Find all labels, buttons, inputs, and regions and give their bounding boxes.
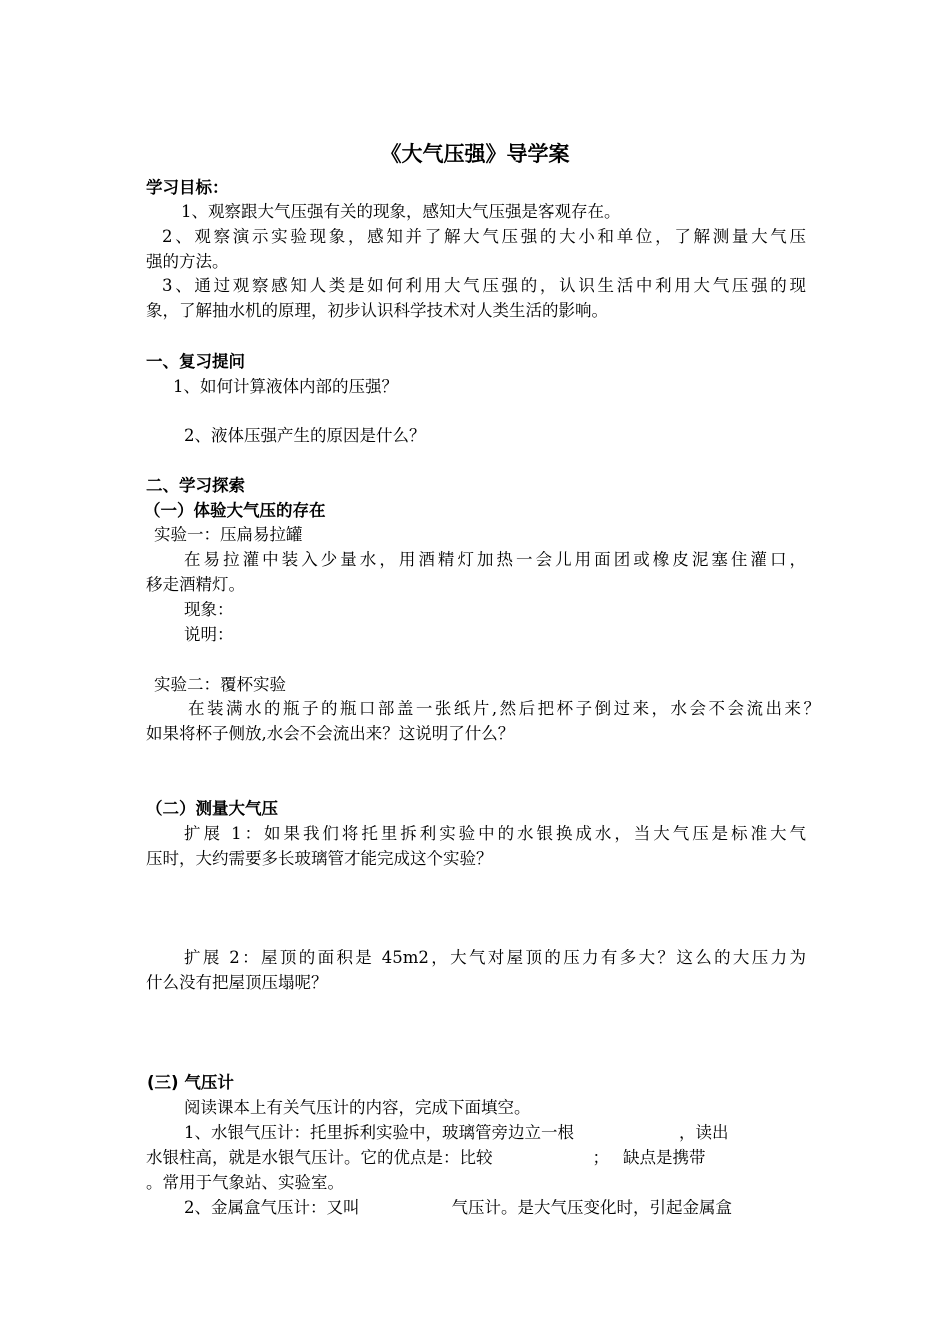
experiment-1-desc-line-2: 移走酒精灯。 [146, 575, 245, 594]
mercury-barometer-line-2 [146, 1146, 810, 1170]
aneroid-barometer-line-1 [184, 1196, 848, 1220]
aneroid-barometer-text-a: 2、金属盒气压计：又叫 [184, 1198, 360, 1217]
extension-1-line-1: 扩展 1：如果我们将托里拆利实验中的水银换成水，当大气压是标准大气 [184, 824, 806, 843]
phenomenon-label: 现象： [184, 600, 234, 619]
objective-2-line-2: 强的方法。 [146, 252, 229, 271]
objective-3-line-2: 象，了解抽水机的原理，初步认识科学技术对人类生活的影响。 [146, 301, 608, 320]
review-question-1: 1、如何计算液体内部的压强？ [173, 377, 398, 396]
objectives-heading: 学习目标： [146, 178, 229, 197]
objective-2-line-1: 2、观察演示实验现象，感知并了解大气压强的大小和单位，了解测量大气压 [162, 227, 806, 246]
mercury-barometer-line-3: 。常用于气象站、实验室。 [146, 1173, 344, 1192]
objective-1: 1、观察跟大气压强有关的现象，感知大气压强是客观存在。 [181, 202, 621, 221]
mercury-barometer-text-b: ，读出 [679, 1123, 729, 1142]
experiment-2-desc-line-1: 在装满水的瓶子的瓶口部盖一张纸片,然后把杯子倒过来，水会不会流出来？ [188, 699, 820, 718]
mercury-barometer-line-1 [184, 1121, 848, 1145]
review-heading: 一、复习提问 [146, 352, 245, 371]
experiment-2-desc-line-2: 如果将杯子侧放,水会不会流出来？这说明了什么？ [146, 724, 515, 743]
extension-2-line-2: 什么没有把屋顶压塌呢？ [146, 973, 328, 992]
experiment-1-title: 实验一：压扁易拉罐 [154, 525, 303, 544]
mercury-barometer-text-a: 1、水银气压计：托里拆利实验中，玻璃管旁边立一根 [184, 1123, 574, 1142]
mercury-barometer-text-c: 水银柱高，就是水银气压计。它的优点是：比较 [146, 1148, 493, 1167]
part2-heading: （二）测量大气压 [146, 799, 278, 818]
explore-heading: 二、学习探索 [146, 476, 245, 495]
mercury-barometer-text-e: 缺点是携带 [623, 1148, 706, 1167]
objective-3-line-1: 3、通过观察感知人类是如何利用大气压强的，认识生活中利用大气压强的现 [162, 276, 806, 295]
page-title: 《大气压强》导学案 [380, 142, 570, 166]
mercury-barometer-text-d: ； [592, 1148, 609, 1167]
experiment-1-desc-line-1: 在易拉灌中装入少量水，用酒精灯加热一会儿用面团或橡皮泥塞住灌口， [184, 550, 806, 569]
explanation-label: 说明： [184, 625, 234, 644]
part1-heading: （一）体验大气压的存在 [144, 501, 326, 520]
review-question-2: 2、液体压强产生的原因是什么？ [184, 426, 426, 445]
extension-2-line-1: 扩展 2：屋顶的面积是 45m2，大气对屋顶的压力有多大？这么的大压力为 [184, 948, 806, 967]
extension-1-line-2: 压时，大约需要多长玻璃管才能完成这个实验？ [146, 849, 493, 868]
barometer-intro: 阅读课本上有关气压计的内容，完成下面填空。 [184, 1098, 531, 1117]
part3-heading: (三) 气压计 [147, 1073, 234, 1092]
experiment-2-title: 实验二：覆杯实验 [154, 675, 286, 694]
aneroid-barometer-text-b: 气压计。是大气压变化时，引起金属盒 [451, 1198, 732, 1217]
